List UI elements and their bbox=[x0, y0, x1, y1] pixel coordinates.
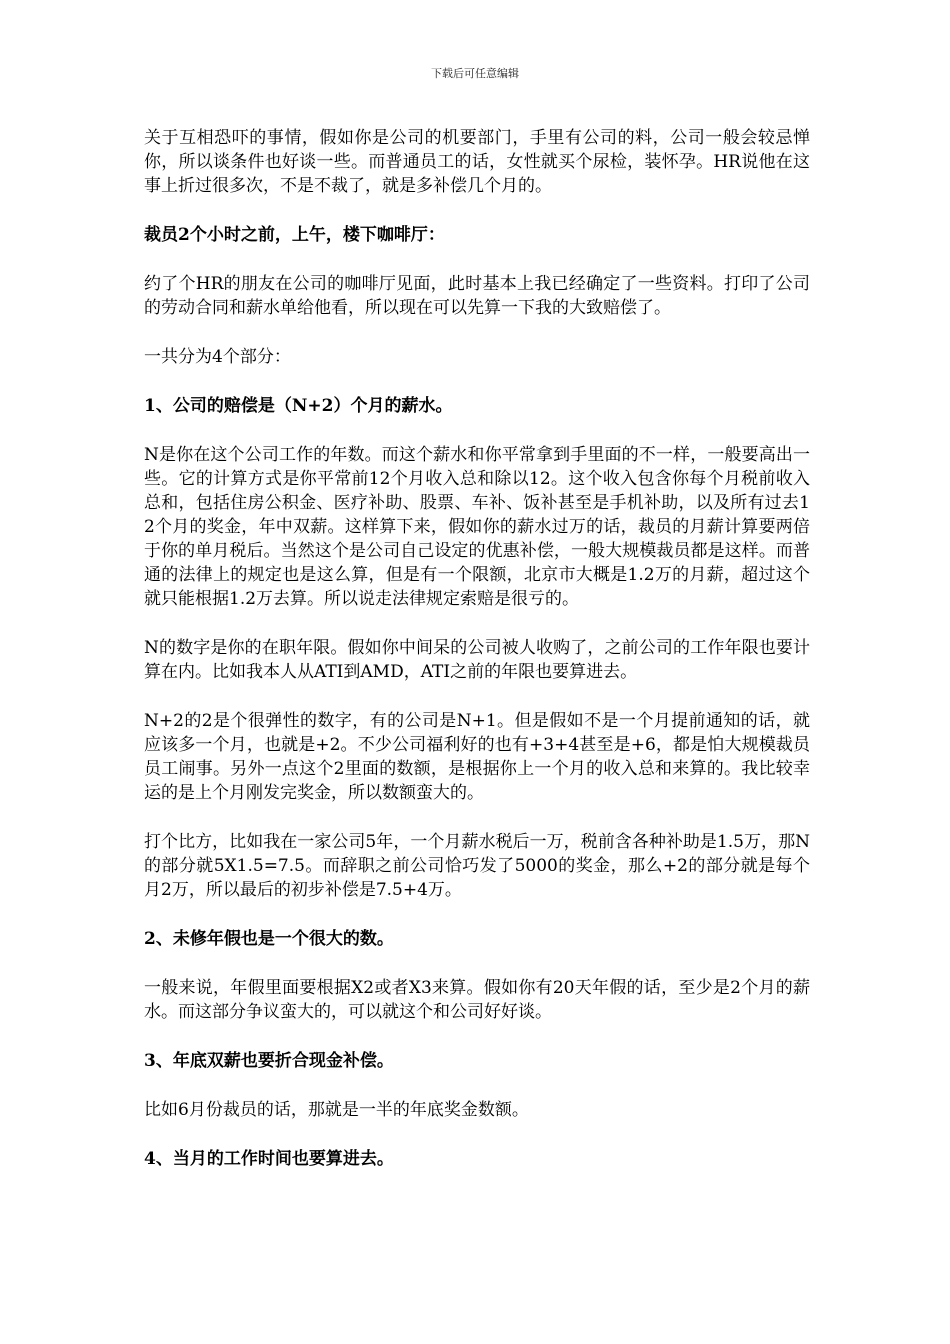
paragraph-four-parts: 一共分为4个部分： bbox=[144, 347, 291, 367]
heading-part-4: 4、当月的工作时间也要算进去。 bbox=[144, 1149, 394, 1169]
heading-part-3: 3、年底双薪也要折合现金补偿。 bbox=[144, 1051, 394, 1071]
heading-coffee-shop: 裁员2个小时之前，上午，楼下咖啡厅： bbox=[144, 225, 445, 245]
paragraph-annual-leave: 一般来说，年假里面要根据X2或者X3来算。假如你有20天年假的话，至少是2个月的薪水。而这部分争议蛮大的，可以就这个和公司好好谈。 bbox=[144, 978, 810, 1022]
page-header: 下载后可任意编辑 bbox=[431, 67, 519, 80]
paragraph-year-end-bonus: 比如6月份裁员的话，那就是一半的年底奖金数额。 bbox=[144, 1100, 529, 1120]
paragraph-hr-meeting: 约了个HR的朋友在公司的咖啡厅见面，此时基本上我已经确定了一些资料。打印了公司的劳动合同和薪水单给他看，所以现在可以先算一下我的大致赔偿了。 bbox=[144, 274, 810, 318]
heading-part-1: 1、公司的赔偿是（N+2）个月的薪水。 bbox=[144, 396, 453, 416]
paragraph-intimidation: 关于互相恐吓的事情，假如你是公司的机要部门，手里有公司的料，公司一般会较忌惮你，所以谈条件也好谈一些。而普通员工的话，女性就买个尿检，装怀孕。HR说他在这事上折过很多次，不是不裁了，就是多补偿几个月的。 bbox=[144, 128, 810, 196]
paragraph-n-explanation: N是你在这个公司工作的年数。而这个薪水和你平常拿到手里面的不一样，一般要高出一些。它的计算方式是你平常前12个月收入总和除以12。这个收入包含你每个月税前收入总和，包括住房公积金、医疗补助、股票、车补、饭补甚至是手机补助，以及所有过去12个月的奖金，年中双薪。这样算下来，假如你的薪水过万的话，裁员的月薪计算要两倍于你的单月税后。当然这个是公司自己设定的优惠补偿，一般大规模裁员都是这样。而普通的法律上的规定也是这么算，但是有一个限额，北京市大概是1.2万的月薪，超过这个就只能根据1.2万去算。所以说走法律规定索赔是很亏的。 bbox=[144, 445, 810, 609]
document-body bbox=[144, 126, 810, 1171]
paragraph-n-tenure: N的数字是你的在职年限。假如你中间呆的公司被人收购了，之前公司的工作年限也要计算在内。比如我本人从ATI到AMD，ATI之前的年限也要算进去。 bbox=[144, 638, 810, 682]
paragraph-n-plus-2: N+2的2是个很弹性的数字，有的公司是N+1。但是假如不是一个月提前通知的话，就应该多一个月，也就是+2。不少公司福利好的也有+3+4甚至是+6，都是怕大规模裁员员工闹事。另外一点这个2里面的数额，是根据你上一个月的收入总和来算的。我比较幸运的是上个月刚发完奖金，所以数额蛮大的。 bbox=[144, 711, 810, 803]
heading-part-2: 2、未修年假也是一个很大的数。 bbox=[144, 929, 394, 949]
paragraph-example: 打个比方，比如我在一家公司5年，一个月薪水税后一万，税前含各种补助是1.5万，那N的部分就5X1.5=7.5。而辞职之前公司恰巧发了5000的奖金，那么+2的部分就是每个月2万，所以最后的初步补偿是7.5+4万。 bbox=[144, 832, 810, 900]
